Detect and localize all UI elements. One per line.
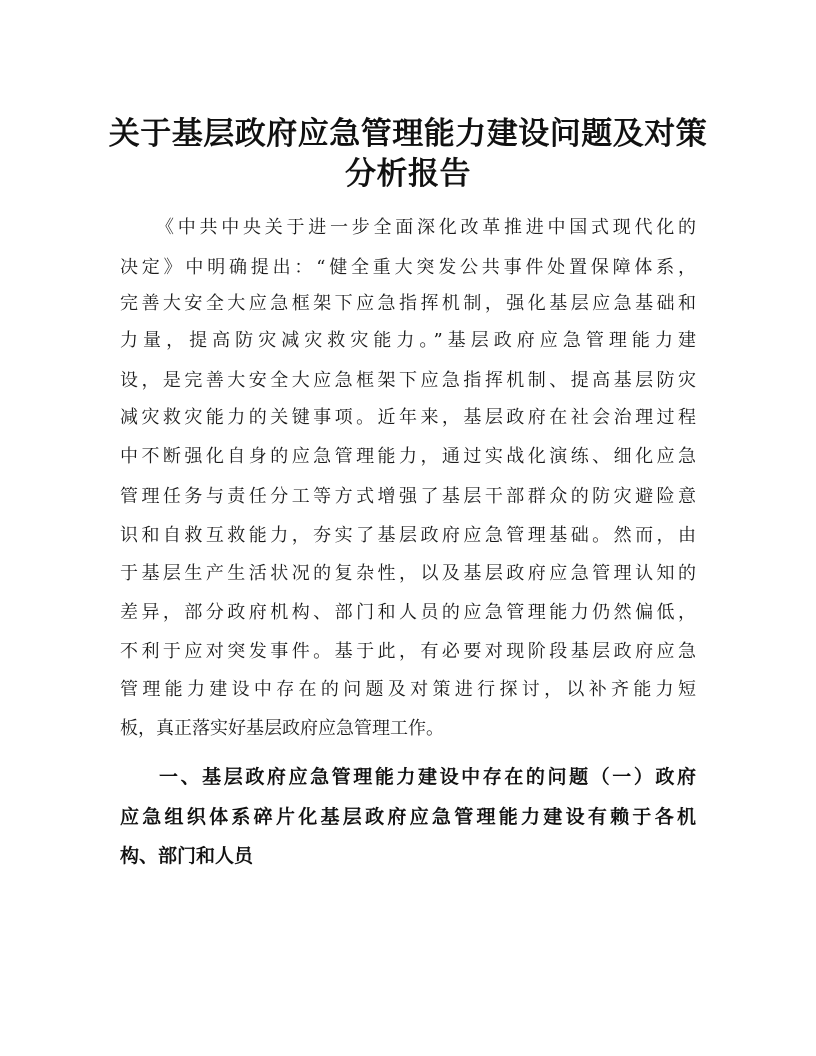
intro-paragraph-line: 识和自救互救能力，夯实了基层政府应急管理基础。然而，由 bbox=[120, 525, 696, 546]
intro-paragraph-line: 不利于应对突发事件。基于此，有必要对现阶段基层政府应急 bbox=[120, 641, 696, 662]
intro-paragraph-line: 板，真正落实好基层政府应急管理工作。 bbox=[120, 718, 444, 739]
intro-paragraph-line: 完善大安全大应急框架下应急指挥机制，强化基层应急基础和 bbox=[120, 293, 696, 314]
intro-paragraph-line: 《中共中央关于进一步全面深化改革推进中国式现代化的 bbox=[156, 217, 696, 238]
section-heading-line: 应急组织体系碎片化基层政府应急管理能力建设有赖于各机 bbox=[120, 806, 696, 828]
intro-paragraph-line: 力量，提高防灾减灾救灾能力。”基层政府应急管理能力建 bbox=[120, 330, 696, 351]
document-title-line-2: 分析报告 bbox=[345, 156, 471, 192]
intro-paragraph-line: 设，是完善大安全大应急框架下应急指挥机制、提高基层防灾 bbox=[120, 370, 696, 391]
section-heading-line: 构、部门和人员 bbox=[120, 845, 254, 867]
document-title-line-1: 关于基层政府应急管理能力建设问题及对策 bbox=[108, 116, 708, 152]
intro-paragraph-line: 中不断强化自身的应急管理能力，通过实战化演练、细化应急 bbox=[120, 446, 696, 467]
intro-paragraph-line: 决定》中明确提出：“健全重大突发公共事件处置保障体系， bbox=[120, 257, 696, 278]
intro-paragraph-line: 管理能力建设中存在的问题及对策进行探讨，以补齐能力短 bbox=[120, 679, 696, 700]
intro-paragraph-line: 于基层生产生活状况的复杂性，以及基层政府应急管理认知的 bbox=[120, 563, 696, 584]
intro-paragraph-line: 管理任务与责任分工等方式增强了基层干部群众的防灾避险意 bbox=[120, 486, 696, 507]
intro-paragraph-line: 差异，部分政府机构、部门和人员的应急管理能力仍然偏低， bbox=[120, 602, 696, 623]
section-heading-line: 一、基层政府应急管理能力建设中存在的问题（一）政府 bbox=[159, 766, 696, 788]
intro-paragraph-line: 减灾救灾能力的关键事项。近年来，基层政府在社会治理过程 bbox=[120, 407, 696, 428]
